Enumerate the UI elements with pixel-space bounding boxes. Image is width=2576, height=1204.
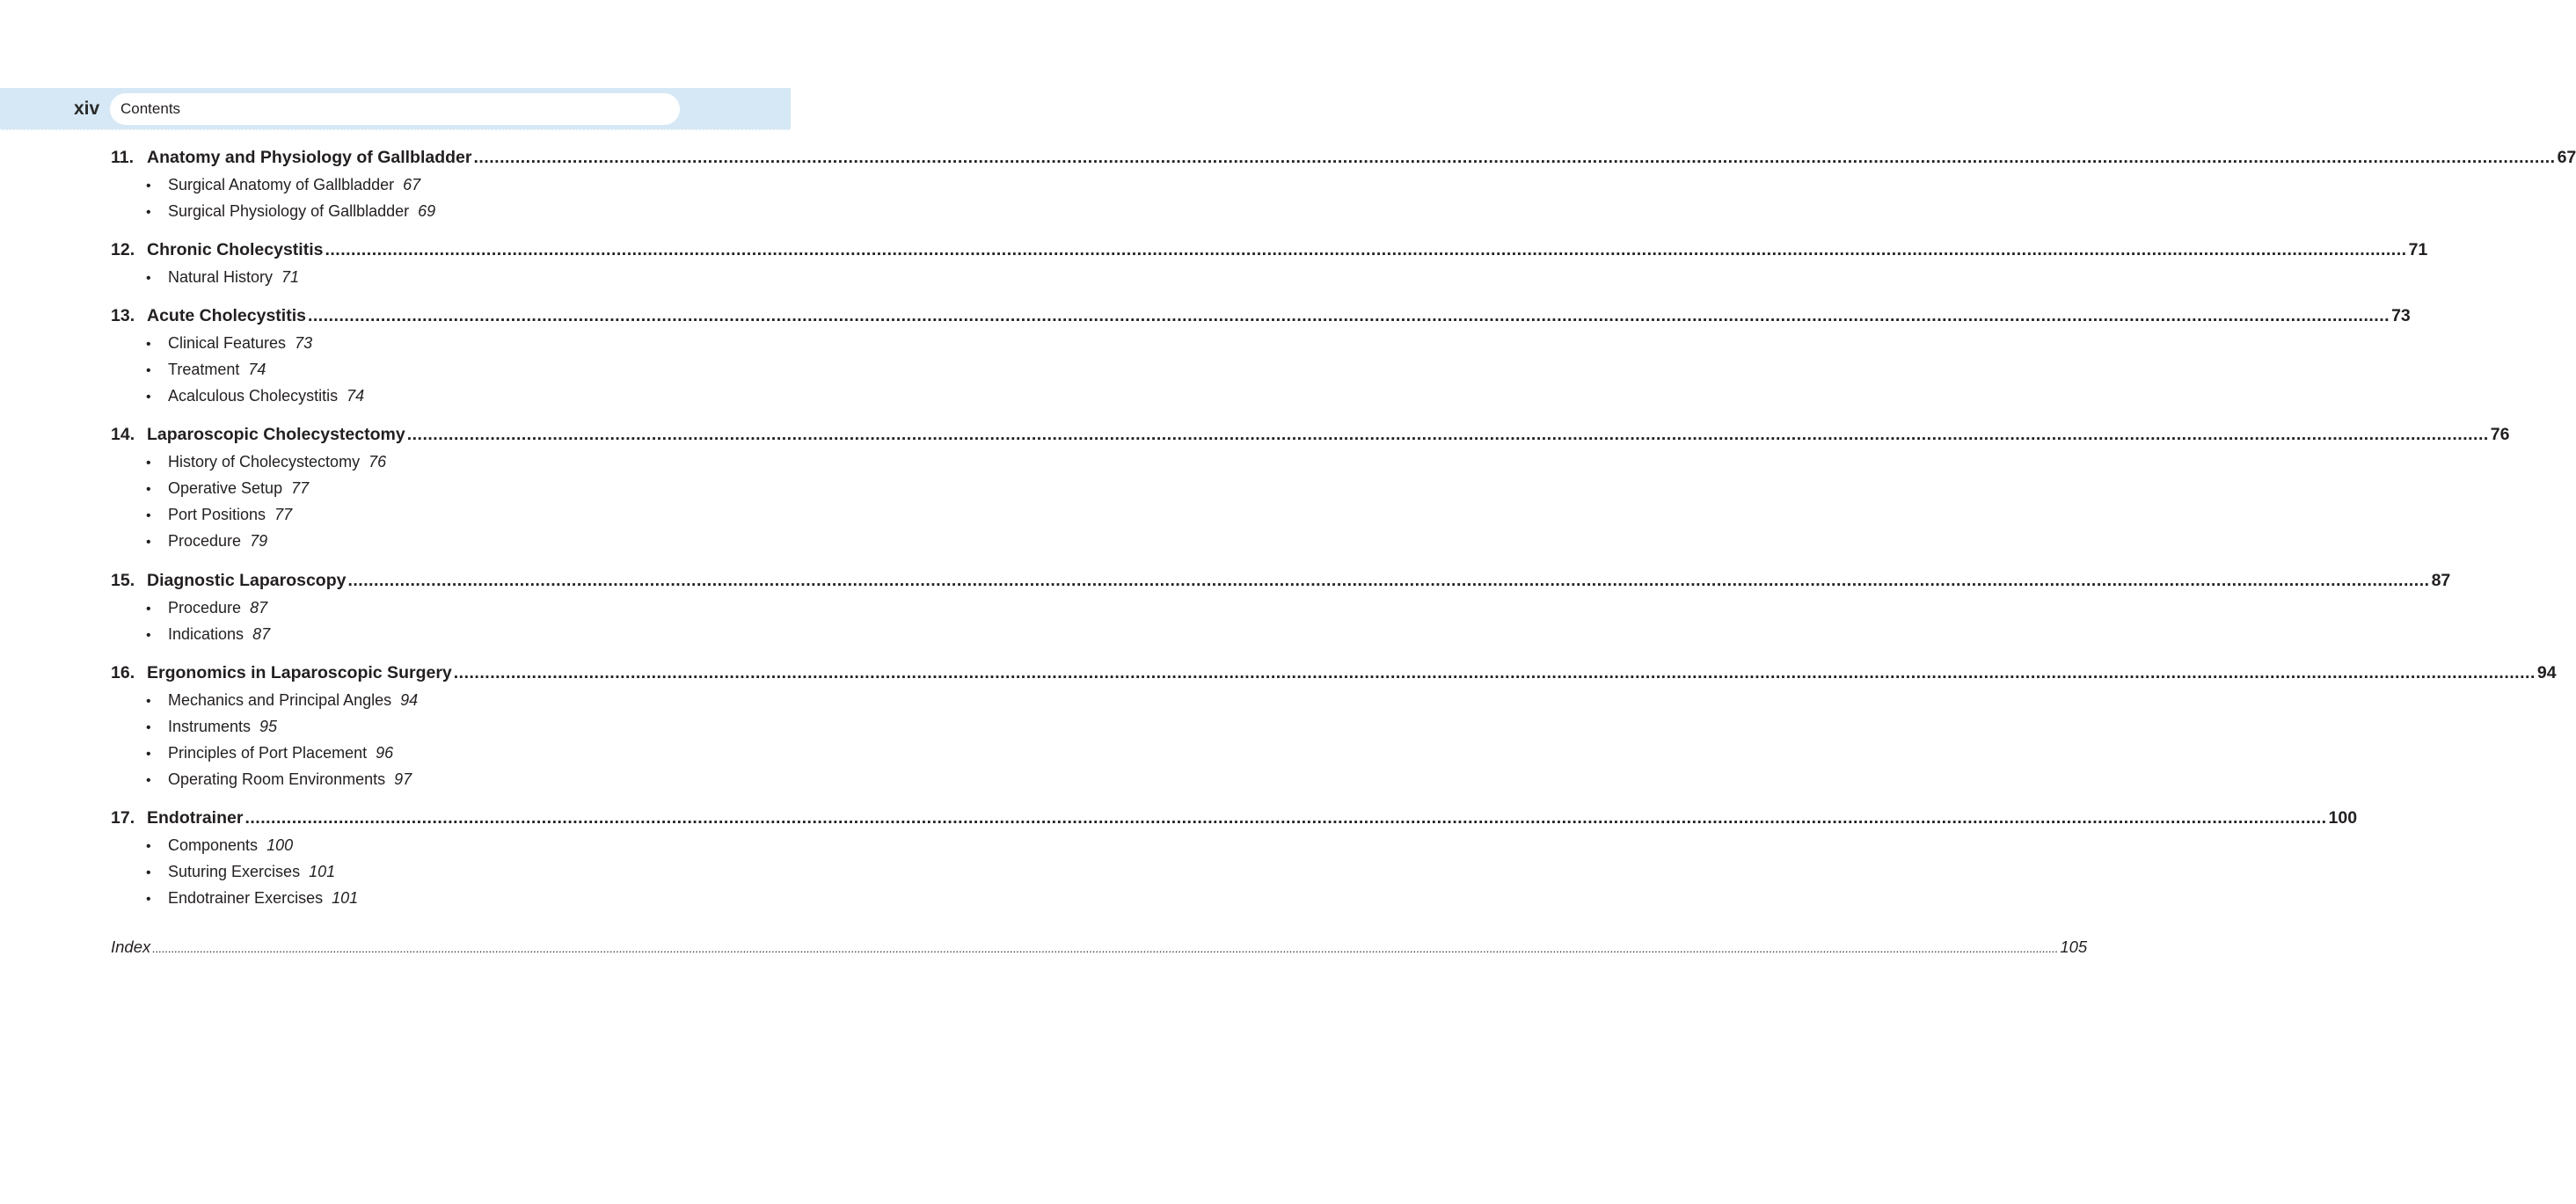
section-page-number: 69 (418, 202, 436, 220)
chapter-title: Diagnostic Laparoscopy (147, 571, 347, 590)
section-title: Surgical Anatomy of Gallbladder (168, 176, 395, 193)
section-title: Components (168, 836, 259, 854)
chapter-title: Ergonomics in Laparoscopic Surgery (147, 663, 452, 682)
chapter-entry[interactable] (111, 663, 2557, 686)
chapter-number: 12. (111, 240, 135, 259)
dot-leader: ................................................................................................................................................................................................................................................................................................................................................................................................................ (244, 808, 2327, 828)
bullet-icon: • (146, 839, 151, 854)
bullet-icon: • (146, 720, 151, 735)
chapter-entry[interactable] (111, 425, 2510, 448)
bullet-icon: • (146, 508, 151, 523)
chapter-page-number: 71 (2408, 240, 2428, 259)
section-entry[interactable] (146, 334, 312, 355)
dot-leader: ................................................................................................................................................................................................................................................................................................................................................................................................................ (453, 663, 2536, 682)
chapter-number: 14. (111, 425, 135, 444)
bullet-icon: • (146, 892, 151, 907)
section-title: Principles of Port Placement (168, 744, 368, 762)
index-entry[interactable] (111, 938, 2088, 960)
chapter-title: Endotrainer (147, 808, 244, 828)
bullet-icon: • (146, 865, 151, 880)
section-title: Procedure (168, 599, 242, 617)
dot-leader: ........................................................................................................................................................................................................................................................................................................................................................................................................................................................................................................................................................................................................................ (152, 942, 2059, 955)
section-entry[interactable] (146, 599, 267, 620)
chapter-entry[interactable] (111, 808, 2358, 831)
chapter-title: Anatomy and Physiology of Gallbladder (147, 148, 472, 167)
dot-leader: ................................................................................................................................................................................................................................................................................................................................................................................................................ (473, 148, 2556, 167)
section-page-number: 77 (291, 479, 310, 497)
chapter-entry[interactable] (111, 148, 2576, 171)
section-title: Natural History (168, 268, 274, 286)
chapter-number: 16. (111, 663, 135, 682)
bullet-icon: • (146, 390, 151, 405)
section-page-number: 79 (250, 532, 268, 550)
section-page-number: 73 (295, 334, 313, 352)
section-page-number: 94 (400, 691, 419, 709)
section-page-number: 95 (259, 718, 278, 735)
chapter-page-number: 67 (2557, 148, 2576, 167)
bullet-icon: • (146, 363, 151, 378)
section-entry[interactable] (146, 889, 358, 910)
section-entry[interactable] (146, 479, 309, 500)
section-entry[interactable] (146, 202, 435, 223)
chapter-number: 17. (111, 808, 135, 828)
chapter-page-number: 73 (2391, 306, 2411, 325)
chapter-number: 11. (111, 148, 135, 167)
bullet-icon: • (146, 337, 151, 352)
chapter-number: 13. (111, 306, 135, 325)
section-page-number: 87 (252, 625, 271, 643)
dot-leader: ................................................................................................................................................................................................................................................................................................................................................................................................................ (307, 306, 2390, 325)
bullet-icon: • (146, 628, 151, 643)
section-title: Suturing Exercises (168, 863, 301, 880)
section-entry[interactable] (146, 361, 266, 382)
running-head: Contents (110, 93, 680, 125)
chapter-page-number: 76 (2490, 425, 2510, 444)
section-title: Surgical Physiology of Gallbladder (168, 202, 410, 220)
section-entry[interactable] (146, 532, 267, 553)
section-entry[interactable] (146, 691, 418, 712)
bullet-icon: • (146, 205, 151, 220)
section-entry[interactable] (146, 770, 412, 792)
section-entry[interactable] (146, 863, 335, 884)
section-entry[interactable] (146, 718, 277, 739)
section-page-number: 97 (394, 770, 412, 788)
bullet-icon: • (146, 179, 151, 193)
section-entry[interactable] (146, 268, 299, 289)
section-entry[interactable] (146, 744, 393, 765)
section-page-number: 101 (309, 863, 336, 880)
chapter-number: 15. (111, 571, 135, 590)
section-entry[interactable] (146, 836, 293, 857)
section-title: Mechanics and Principal Angles (168, 691, 392, 709)
bullet-icon: • (146, 482, 151, 497)
section-page-number: 71 (281, 268, 300, 286)
section-entry[interactable] (146, 387, 364, 408)
section-page-number: 87 (250, 599, 268, 617)
section-title: Acalculous Cholecystitis (168, 387, 339, 405)
section-page-number: 77 (274, 506, 293, 523)
bullet-icon: • (146, 602, 151, 617)
section-entry[interactable] (146, 506, 292, 527)
section-page-number: 67 (403, 176, 421, 193)
index-page-number: 105 (2060, 938, 2088, 956)
section-title: History of Cholecystectomy (168, 453, 361, 471)
section-page-number: 101 (332, 889, 359, 907)
chapter-page-number: 87 (2431, 571, 2451, 590)
section-title: Port Positions (168, 506, 266, 523)
section-title: Treatment (168, 361, 240, 378)
bullet-icon: • (146, 773, 151, 788)
section-title: Endotrainer Exercises (168, 889, 324, 907)
dot-leader: ................................................................................................................................................................................................................................................................................................................................................................................................................ (347, 571, 2430, 590)
bullet-icon: • (146, 694, 151, 709)
bullet-icon: • (146, 271, 151, 286)
section-title: Procedure (168, 532, 242, 550)
section-entry[interactable] (146, 453, 386, 474)
dot-leader: ................................................................................................................................................................................................................................................................................................................................................................................................................ (406, 425, 2489, 444)
bullet-icon: • (146, 535, 151, 550)
chapter-entry[interactable] (111, 240, 2428, 263)
section-title: Operating Room Environments (168, 770, 386, 788)
chapter-title: Acute Cholecystitis (147, 306, 306, 325)
page-number: xiv (74, 99, 100, 119)
section-page-number: 76 (369, 453, 387, 471)
chapter-page-number: 94 (2536, 663, 2557, 682)
section-entry[interactable] (146, 176, 420, 197)
chapter-entry[interactable] (111, 571, 2451, 594)
bullet-icon: • (146, 747, 151, 762)
section-title: Instruments (168, 718, 252, 735)
chapter-title: Chronic Cholecystitis (147, 240, 324, 259)
chapter-entry[interactable] (111, 306, 2411, 329)
section-entry[interactable] (146, 625, 270, 646)
section-title: Operative Setup (168, 479, 283, 497)
bullet-icon: • (146, 456, 151, 471)
header-divider (0, 129, 791, 131)
index-title: Index (111, 938, 151, 956)
chapter-page-number: 100 (2328, 808, 2358, 828)
section-page-number: 74 (347, 387, 365, 405)
section-title: Indications (168, 625, 244, 643)
section-page-number: 96 (376, 744, 394, 762)
section-page-number: 100 (266, 836, 294, 854)
section-page-number: 74 (248, 361, 266, 378)
section-title: Clinical Features (168, 334, 287, 352)
dot-leader: ................................................................................................................................................................................................................................................................................................................................................................................................................ (325, 240, 2407, 259)
chapter-title: Laparoscopic Cholecystectomy (147, 425, 405, 444)
